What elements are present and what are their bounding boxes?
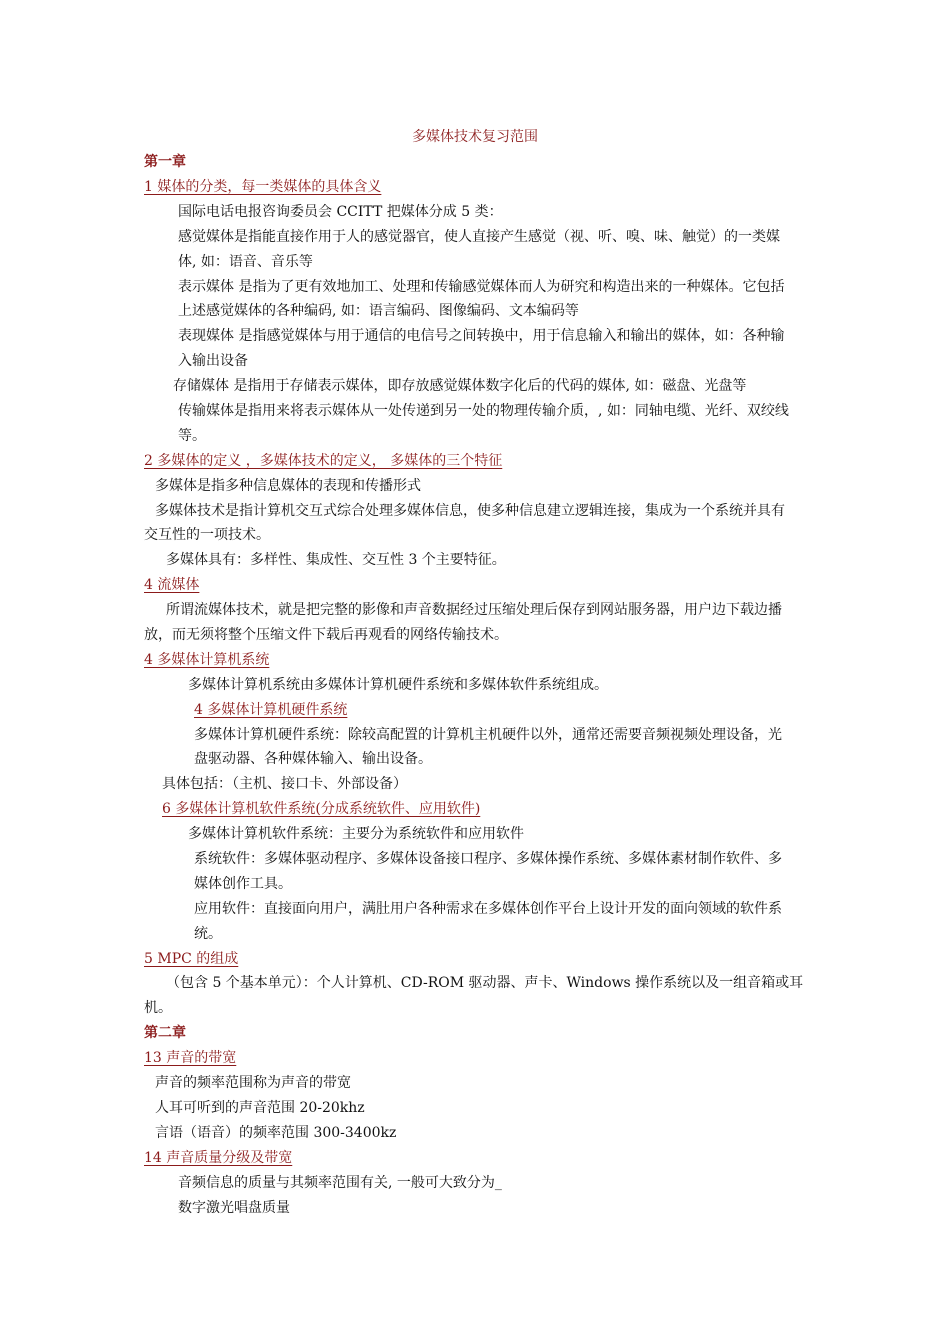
paragraph-multimedia-definition: 多媒体是指多种信息媒体的表现和传播形式 (155, 478, 421, 494)
paragraph-sound-bandwidth-definition: 声音的频率范围称为声音的带宽 (155, 1075, 351, 1091)
paragraph-multimedia-technology-line1: 多媒体技术是指计算机交互式综合处理多媒体信息，使多种信息建立逻辑连接，集成为一个系统并具有 (155, 503, 785, 519)
section-multimedia-definition-heading: 2 多媒体的定义 ，多媒体技术的定义， 多媒体的三个特征 (144, 453, 503, 469)
paragraph-hardware-line1: 多媒体计算机硬件系统：除较高配置的计算机主机硬件以外，通常还需要音频视频处理设备，光 (194, 727, 782, 743)
paragraph-representation-media-line1: 表示媒体 是指为了更有效地加工、处理和传输感觉媒体而人为研究和构造出来的一种媒体。它包括 (178, 279, 785, 295)
section-sound-bandwidth-heading: 13 声音的带宽 (144, 1050, 237, 1066)
section-multimedia-computer-system-heading: 4 多媒体计算机系统 (144, 652, 270, 668)
paragraph-ccitt-intro: 国际电话电报咨询委员会 CCITT 把媒体分成 5 类： (178, 204, 503, 220)
paragraph-transmission-media-line1: 传输媒体是指用来将表示媒体从一处传递到另一处的物理传输介质，, 如：同轴电缆、光纤、双绞线 (178, 403, 789, 419)
paragraph-human-hearing-range: 人耳可听到的声音范围 20-20khz (155, 1100, 365, 1116)
paragraph-system-software-line1: 系统软件：多媒体驱动程序、多媒体设备接口程序、多媒体操作系统、多媒体素材制作软件、多 (194, 851, 782, 867)
paragraph-transmission-media-line2: 等。 (178, 428, 206, 444)
paragraph-application-software-line1: 应用软件：直接面向用户，满肚用户各种需求在多媒体创作平台上设计开发的面向领域的软件系 (194, 901, 782, 917)
paragraph-presentation-media-line1: 表现媒体 是指感觉媒体与用于通信的电信号之间转换中，用于信息输入和输出的媒体，如：各种输 (178, 328, 785, 344)
paragraph-audio-quality: 音频信息的质量与其频率范围有关, 一般可大致分为_ (178, 1175, 502, 1191)
paragraph-storage-media: 存储媒体 是指用于存储表示媒体，即存放感觉媒体数字化后的代码的媒体, 如：磁盘、光盘等 (173, 378, 747, 394)
document-title: 多媒体技术复习范围 (412, 129, 538, 145)
paragraph-hardware-line2: 盘驱动器、各种媒体输入、输出设备。 (194, 751, 432, 767)
paragraph-representation-media-line2: 上述感觉媒体的各种编码, 如：语言编码、图像编码、文本编码等 (178, 303, 579, 319)
paragraph-system-software-line2: 媒体创作工具。 (194, 876, 292, 892)
paragraph-speech-frequency-range: 言语（语音）的频率范围 300-3400kz (155, 1125, 397, 1141)
paragraph-software: 多媒体计算机软件系统：主要分为系统软件和应用软件 (188, 826, 524, 842)
subsection-software-heading: 6 多媒体计算机软件系统(分成系统软件、应用软件) (162, 801, 481, 817)
chapter-2-heading: 第二章 (144, 1025, 186, 1041)
subsection-hardware-heading: 4 多媒体计算机硬件系统 (194, 702, 348, 718)
section-sound-quality-heading: 14 声音质量分级及带宽 (144, 1150, 293, 1166)
section-mpc-heading: 5 MPC 的组成 (144, 951, 239, 967)
paragraph-hardware-detail: 具体包括：（主机、接口卡、外部设备） (162, 776, 407, 792)
section-media-classification-heading: 1 媒体的分类，每一类媒体的具体含义 (144, 179, 382, 195)
paragraph-streaming-media-line1: 所谓流媒体技术，就是把完整的影像和声音数据经过压缩处理后保存到网站服务器，用户边下载边播 (166, 602, 782, 618)
paragraph-presentation-media-line2: 入输出设备 (178, 353, 248, 369)
paragraph-multimedia-technology-line2: 交互性的一项技术。 (144, 527, 270, 543)
paragraph-mpc-line1: （包含 5 个基本单元）：个人计算机、CD-ROM 驱动器、声卡、Windows 操作系统以及一组音箱或耳 (166, 975, 804, 991)
paragraph-application-software-line2: 统。 (194, 926, 222, 942)
paragraph-computer-system: 多媒体计算机系统由多媒体计算机硬件系统和多媒体软件系统组成。 (188, 677, 608, 693)
chapter-1-heading: 第一章 (144, 154, 186, 170)
paragraph-cd-quality: 数字激光唱盘质量 (178, 1200, 290, 1216)
paragraph-sensory-media-line1: 感觉媒体是指能直接作用于人的感觉器官，使人直接产生感觉（视、听、嗅、味、触觉）的一类媒 (178, 229, 780, 245)
paragraph-streaming-media-line2: 放，而无须将整个压缩文件下载后再观看的网络传输技术。 (144, 627, 508, 643)
paragraph-multimedia-features: 多媒体具有：多样性、集成性、交互性 3 个主要特征。 (166, 552, 506, 568)
paragraph-sensory-media-line2: 体, 如：语音、音乐等 (178, 254, 313, 270)
paragraph-mpc-line2: 机。 (144, 1000, 172, 1016)
section-streaming-media-heading: 4 流媒体 (144, 577, 200, 593)
